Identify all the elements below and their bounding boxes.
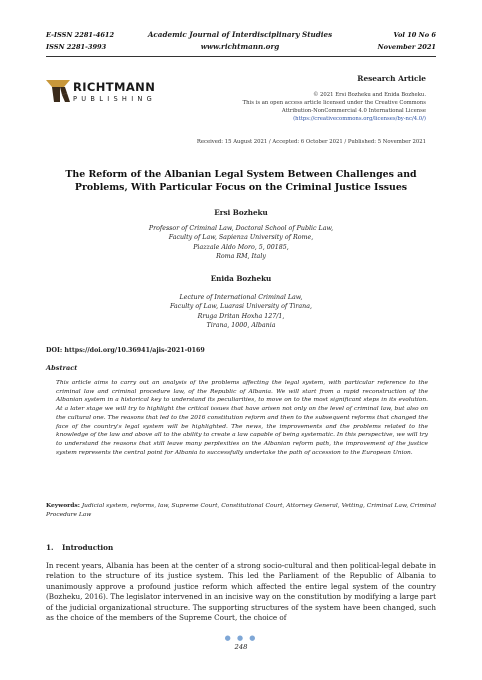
article-type: Research Article [357, 74, 426, 83]
title-line-2: Problems, With Particular Focus on the Criminal Justice Issues [74, 182, 408, 193]
header-rule [46, 56, 436, 57]
author-2-name: Enida Bozheku [210, 274, 272, 283]
article-dates: Received: 15 August 2021 / Accepted: 6 October 2021 / Published: 5 November 2021 [196, 139, 426, 145]
issn: ISSN 2281-3993 [46, 43, 107, 51]
affiliation-line: Faculty of Law, Sapienza University of Rome, [168, 234, 314, 242]
journal-name: Academic Journal of Interdisciplinary Studies [147, 30, 333, 39]
keywords-text: Judicial system, reforms, law, Supreme Court, Constitutional Court, Attorney General, Vetting, Criminal Law, Criminal Procedure Law [46, 503, 436, 518]
copyright-block [186, 91, 426, 123]
author-1-affiliation [0, 224, 482, 262]
richtmann-logo-icon [46, 78, 70, 104]
copyright-line: © 2021 Ersi Bozheku and Enida Bozheku. [313, 92, 426, 98]
volume-issue: Vol 10 No 6 [393, 31, 436, 39]
license-line-1: This is an open access article licensed under the Creative Commons [242, 100, 426, 106]
journal-website[interactable]: www.richtmann.org [200, 42, 280, 51]
introduction-text: In recent years, Albania has been at the center of a strong socio-cultural and then political-legal debate in relation to the structure of its justice system. This led the Parliament of the Republic of Albania to unanimously approve a profound justice reform which affected the entire legal system of the country (Bozheku, 2016). The legislator intervened in an incisive way on the constitution by modifying a large part of the judicial organizational structure. The supporting structures of the system have been changed, such as the choice of the members of the Supreme Court, the choice of [46, 561, 436, 623]
affiliation-line: Professor of Criminal Law, Doctoral School of Public Law, [148, 225, 334, 232]
keywords [46, 502, 436, 519]
section-number: 1. [46, 543, 54, 552]
logo-subtitle: PUBLISHING [73, 95, 157, 103]
abstract-heading: Abstract [46, 364, 78, 372]
affiliation-line: Tirana, 1000, Albania [206, 322, 276, 330]
license-link[interactable]: (https://creativecommons.org/licenses/by-nc/4.0/) [293, 116, 426, 122]
page-number: 248 [234, 643, 248, 651]
keywords-label: Keywords: [46, 502, 80, 509]
author-1-name: Ersi Bozheku [214, 208, 268, 217]
affiliation-line: Roma RM, Italy [216, 253, 266, 261]
author-2-affiliation [0, 293, 482, 331]
doi-link[interactable]: DOI: https://doi.org/10.36941/ajis-2021-0169 [46, 347, 205, 354]
license-line-2: Attribution-NonCommercial 4.0 International License [281, 108, 426, 114]
issue-date: November 2021 [377, 43, 436, 51]
logo-name: RICHTMANN [73, 80, 156, 94]
affiliation-line: Rruga Dritan Hoxha 127/1, [197, 312, 285, 320]
affiliation-line: Faculty of Law, Luarasi University of Tirana, [169, 303, 312, 311]
affiliation-line: Lecture of International Criminal Law, [179, 294, 303, 301]
affiliation-line: Piazzale Aldo Moro, 5, 00185, [193, 243, 289, 251]
footer-dots: ● ● ● [224, 634, 258, 642]
section-title: Introduction [62, 543, 114, 552]
eissn: E-ISSN 2281-4612 [46, 31, 115, 39]
abstract-text: This article aims to carry out an analysis of the problems affecting the legal system, with particular reference to the criminal law and criminal procedure law, of the Republic of Albania. We will start from a rapid reconstruction of the Albanian system in a historical key to understand its peculiarities, to move on to the most significant steps in its evolution. At a later stage we will try to highlight the critical issues that have arisen not only on the level of criminal law, but also on the cultural one. The reasons that led to the 2016 constitution reform and then to the subsequent reforms that changed the face of the country's legal system will be highlighted. The news, the improvements and the problems related to the knowledge of the law and above all to the ability to create a law capable of being systematic. In this perspective, we will try to understand the reasons that still leave many perplexities on the Albanian reform path, the improvement of the justice system represents the central point for Albania to successfully undertake the path of accession to the European Union. [56, 380, 428, 456]
article-title [30, 168, 452, 194]
title-line-1: The Reform of the Albanian Legal System Between Challenges and [65, 169, 417, 180]
